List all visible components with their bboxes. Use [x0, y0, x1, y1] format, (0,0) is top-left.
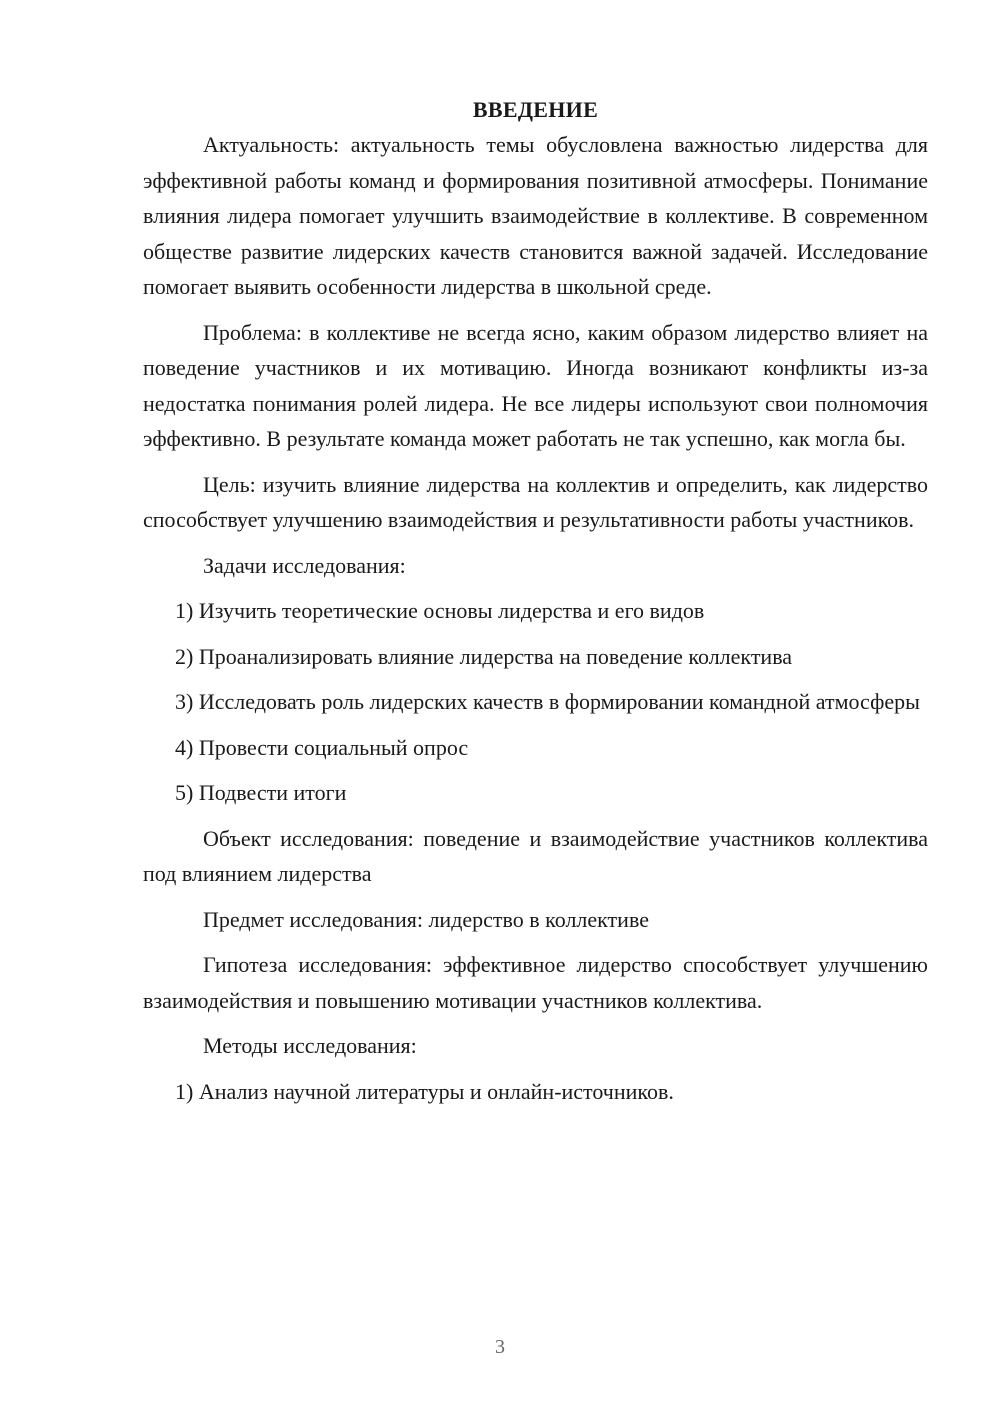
- hypothesis-paragraph: Гипотеза исследования: эффективное лидерство способствует улучшению взаимодействия и повышению мотивации участников коллектива.: [143, 952, 928, 1013]
- page-number: 3: [495, 1336, 505, 1358]
- object-paragraph: Объект исследования: поведение и взаимодействие участников коллектива под влиянием лидерства: [143, 825, 928, 886]
- method-item-1: 1) Анализ научной литературы и онлайн-источников.: [175, 1078, 674, 1104]
- relevance-paragraph: Актуальность: актуальность темы обусловлена важностью лидерства для эффективной работы команд и формирования позитивной атмосферы. Понимание влияния лидера помогает улучшить взаимодействие в коллективе. В современном обществе развитие лидерских качеств становится важной задачей. Исследование помогает выявить особенности лидерства в школьной среде.: [143, 132, 928, 299]
- methods-title: Методы исследования:: [203, 1033, 417, 1058]
- section-heading: ВВЕДЕНИЕ: [472, 97, 599, 122]
- document-page: [143, 92, 928, 1109]
- task-item-4: 4) Провести социальный опрос: [175, 734, 469, 760]
- task-item-2: 2) Проанализировать влияние лидерства на поведение коллектива: [175, 643, 793, 669]
- task-item-1: 1) Изучить теоретические основы лидерства и его видов: [175, 598, 705, 623]
- problem-paragraph: Проблема: в коллективе не всегда ясно, каким образом лидерство влияет на поведение участников и их мотивацию. Иногда возникают конфликты из-за недостатка понимания ролей лидера. Не все лидеры используют свои полномочия эффективно. В результате команда может работать не так успешно, как могла бы.: [143, 319, 928, 451]
- subject-paragraph: Предмет исследования: лидерство в коллективе: [203, 906, 649, 932]
- goal-paragraph: Цель: изучить влияние лидерства на коллектив и определить, как лидерство способствует улучшению взаимодействия и результативности работы участников.: [143, 471, 928, 532]
- task-item-5: 5) Подвести итоги: [175, 780, 347, 805]
- task-item-3: 3) Исследовать роль лидерских качеств в формировании командной атмосферы: [175, 689, 920, 714]
- tasks-title: Задачи исследования:: [203, 552, 406, 578]
